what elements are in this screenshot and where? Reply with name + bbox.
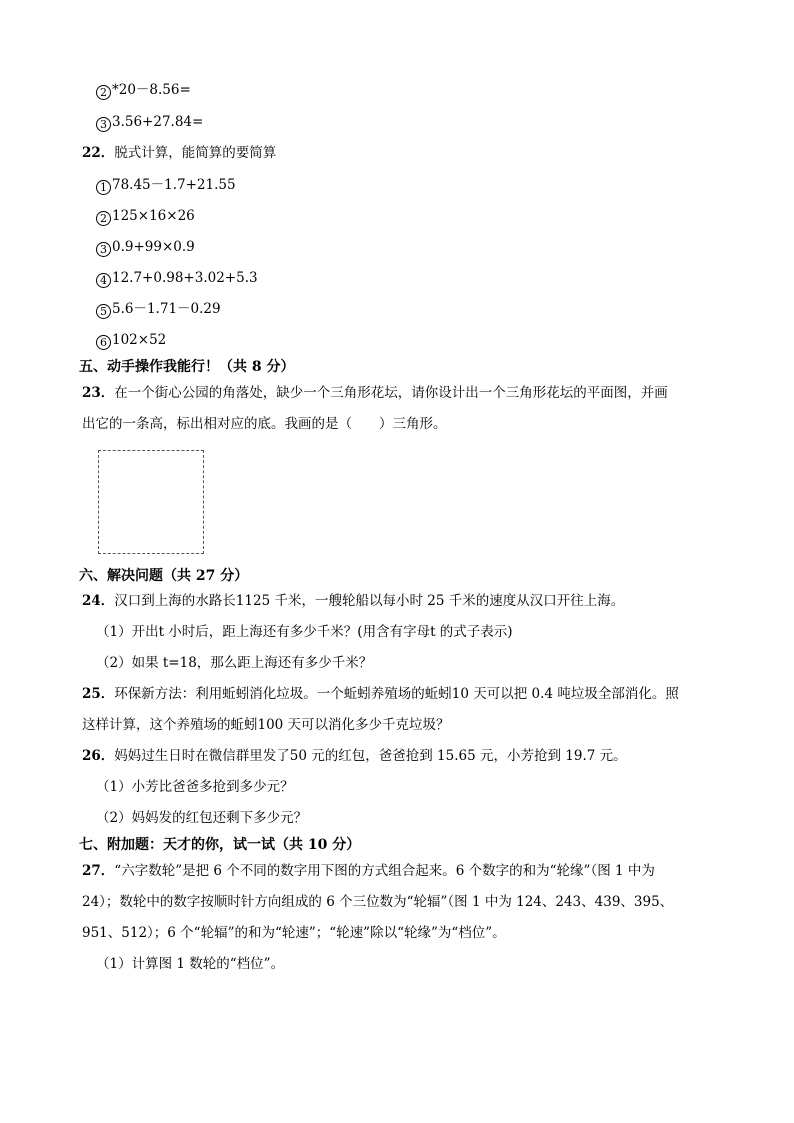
circled-number: 5 (96, 304, 111, 319)
circled-number: 2 (96, 211, 111, 226)
question-26 (82, 747, 627, 765)
question-number: 27． (82, 863, 115, 879)
problem-22-1 (96, 176, 236, 195)
expression-text: 12.7+0.98+3.02+5.3 (112, 270, 258, 286)
circled-number: 2 (96, 85, 111, 100)
question-text: “六字数轮”是把 6 个不同的数字用下图的方式组合起来。6 个数字的和为“轮缘”（图 1 中为 (114, 863, 655, 879)
question-26-part-1: （1）小芳比爸爸多抢到多少元？ (96, 779, 294, 795)
expression-text: 125×16×26 (112, 208, 195, 224)
question-26-part-2: （2）妈妈发的红包还剩下多少元？ (96, 810, 308, 826)
question-number: 22． (82, 145, 115, 161)
question-number: 23． (82, 385, 115, 401)
circled-number: 3 (96, 117, 111, 132)
expression-text: 102×52 (112, 332, 167, 348)
question-27-continued-1: 24）；数轮中的数字按顺时针方向组成的 6 个三位数为“轮辐”（图 1 中为 124、243、439、395、 (82, 894, 674, 910)
section-heading-5: 五、动手操作我能行！（共 8 分） (79, 359, 295, 375)
problem-22-6 (96, 331, 166, 350)
question-24 (82, 592, 624, 610)
expression-text: 3.56+27.84= (112, 114, 204, 130)
question-24-part-1: （1）开出t 小时后，距上海还有多少千米？(用含有字母t 的式子表示) (96, 624, 513, 640)
circled-number: 3 (96, 242, 111, 257)
section-heading-6: 六、解决问题（共 27 分） (79, 568, 249, 584)
problem-22-3 (96, 238, 195, 257)
circled-number: 4 (96, 273, 111, 288)
problem-22-5 (96, 300, 221, 319)
circled-number: 6 (96, 335, 111, 350)
expression-text: 5.6－1.71－0.29 (112, 301, 221, 317)
question-22 (82, 144, 276, 162)
circled-number: 1 (96, 180, 111, 195)
question-25 (82, 685, 679, 703)
question-text: 妈妈过生日时在微信群里发了50 元的红包，爸爸抢到 15.65 元，小芳抢到 19.7 元。 (114, 748, 627, 764)
question-number: 26． (82, 748, 115, 764)
question-text: 汉口到上海的水路长1125 千米，一艘轮船以每小时 25 千米的速度从汉口开往上海。 (114, 593, 625, 609)
problem-22-4 (96, 269, 258, 288)
problem-21-3 (96, 113, 203, 132)
question-number: 24． (82, 593, 115, 609)
question-25-continued: 这样计算，这个养殖场的蚯蚓100 天可以消化多少千克垃圾？ (82, 717, 450, 733)
question-27 (82, 862, 655, 880)
expression-text: 78.45－1.7+21.55 (112, 177, 236, 193)
expression-text: 0.9+99×0.9 (112, 239, 195, 255)
section-heading-7: 七、附加题：天才的你，试一试（共 10 分） (79, 837, 361, 853)
question-24-part-2: （2）如果 t=18，那么距上海还有多少千米？ (96, 655, 373, 671)
question-number: 25． (82, 686, 115, 702)
question-text: 环保新方法：利用蚯蚓消化垃圾。一个蚯蚓养殖场的蚯蚓10 天可以把 0.4 吨垃圾全部消化。照 (114, 686, 679, 702)
question-text: 脱式计算，能简算的要简算 (114, 145, 277, 161)
question-23 (82, 384, 668, 402)
problem-21-2 (96, 81, 191, 100)
question-27-continued-2: 951、512）；6 个“轮辐”的和为“轮速”；“轮速”除以“轮缘”为“档位”。 (82, 925, 506, 941)
expression-text: *20－8.56= (112, 82, 191, 98)
question-27-part-1: （1）计算图 1 数轮的“档位”。 (96, 956, 285, 972)
drawing-area-box[interactable] (98, 450, 204, 554)
question-23-continued: 出它的一条高，标出相对应的底。我画的是（ ）三角形。 (82, 416, 447, 432)
problem-22-2 (96, 207, 195, 226)
question-text: 在一个街心公园的角落处，缺少一个三角形花坛，请你设计出一个三角形花坛的平面图，并画 (114, 385, 668, 401)
